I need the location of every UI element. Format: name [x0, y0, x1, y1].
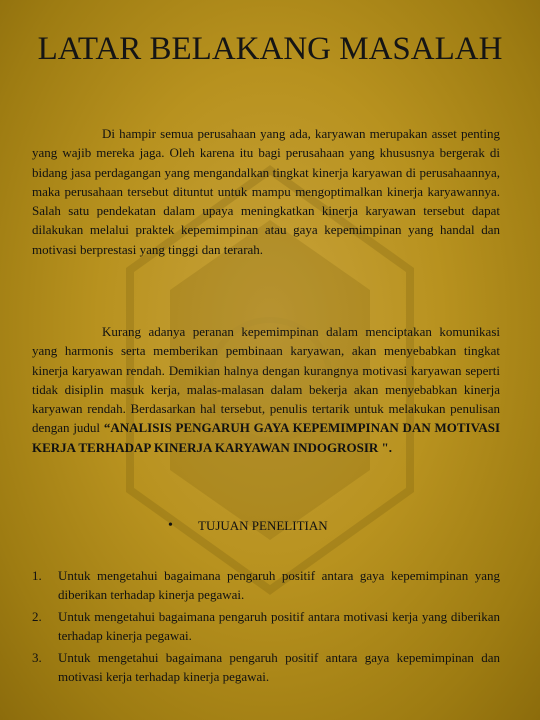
list-item — [32, 566, 500, 604]
list-item-number: 1. — [32, 568, 42, 583]
list-item-number: 2. — [32, 609, 42, 624]
research-title: “ANALISIS PENGARUH GAYA KEPEMIMPINAN DAN MOTIVASI KERJA TERHADAP KINERJA KARYAWAN INDOGROSIR ". — [32, 420, 500, 455]
background-paragraph-2 — [32, 322, 500, 457]
list-item-number: 3. — [32, 650, 42, 665]
background-paragraph-1 — [32, 124, 500, 259]
list-item-text: Untuk mengetahui bagaimana pengaruh positif antara gaya kepemimpinan yang diberikan terhadap kinerja pegawai. — [58, 568, 500, 602]
bullet-icon: • — [168, 518, 173, 533]
objectives-list — [32, 566, 500, 689]
list-item-text: Untuk mengetahui bagaimana pengaruh positif antara gaya kepemimpinan dan motivasi kerja terhadap kinerja pegawai. — [58, 650, 500, 684]
list-item — [32, 648, 500, 686]
section-heading: TUJUAN PENELITIAN — [198, 518, 328, 533]
section-heading-row — [168, 518, 328, 534]
list-item-text: Untuk mengetahui bagaimana pengaruh positif antara motivasi kerja yang diberikan terhadap kinerja pegawai. — [58, 609, 500, 643]
paragraph-1-text: Di hampir semua perusahaan yang ada, karyawan merupakan asset penting yang wajib mereka jaga. Oleh karena itu bagi perusahaan yang khususnya bergerak di bidang jasa perdagangan yang mengandalkan tingkat kinerja karyawan di perusahaannya, maka perusahaan tersebut dituntut untuk mampu mengoptimalkan kinerja karyawannya. Salah satu pendekatan dalam upaya meningkatkan kinerja karyawan tersebut dapat dilakukan melalui praktek kepemimpinan atau gaya kepemimpinan yang handal dan motivasi berprestasi yang tinggi dan terarah. — [32, 126, 500, 257]
paragraph-2-text: Kurang adanya peranan kepemimpinan dalam menciptakan komunikasi yang harmonis serta memberikan pembinaan karyawan, akan menyebabkan tingkat kinerja karyawan rendah. Demikian halnya dengan kurangnya motivasi karyawan seperti tidak disiplin masuk kerja, malas-malasan dalam bekerja akan menyebabkan kinerja karyawan rendah. Berdasarkan hal tersebut, penulis tertarik untuk melakukan penulisan dengan judul — [32, 324, 500, 436]
list-item — [32, 607, 500, 645]
slide-title: LATAR BELAKANG MASALAH — [37, 31, 503, 67]
